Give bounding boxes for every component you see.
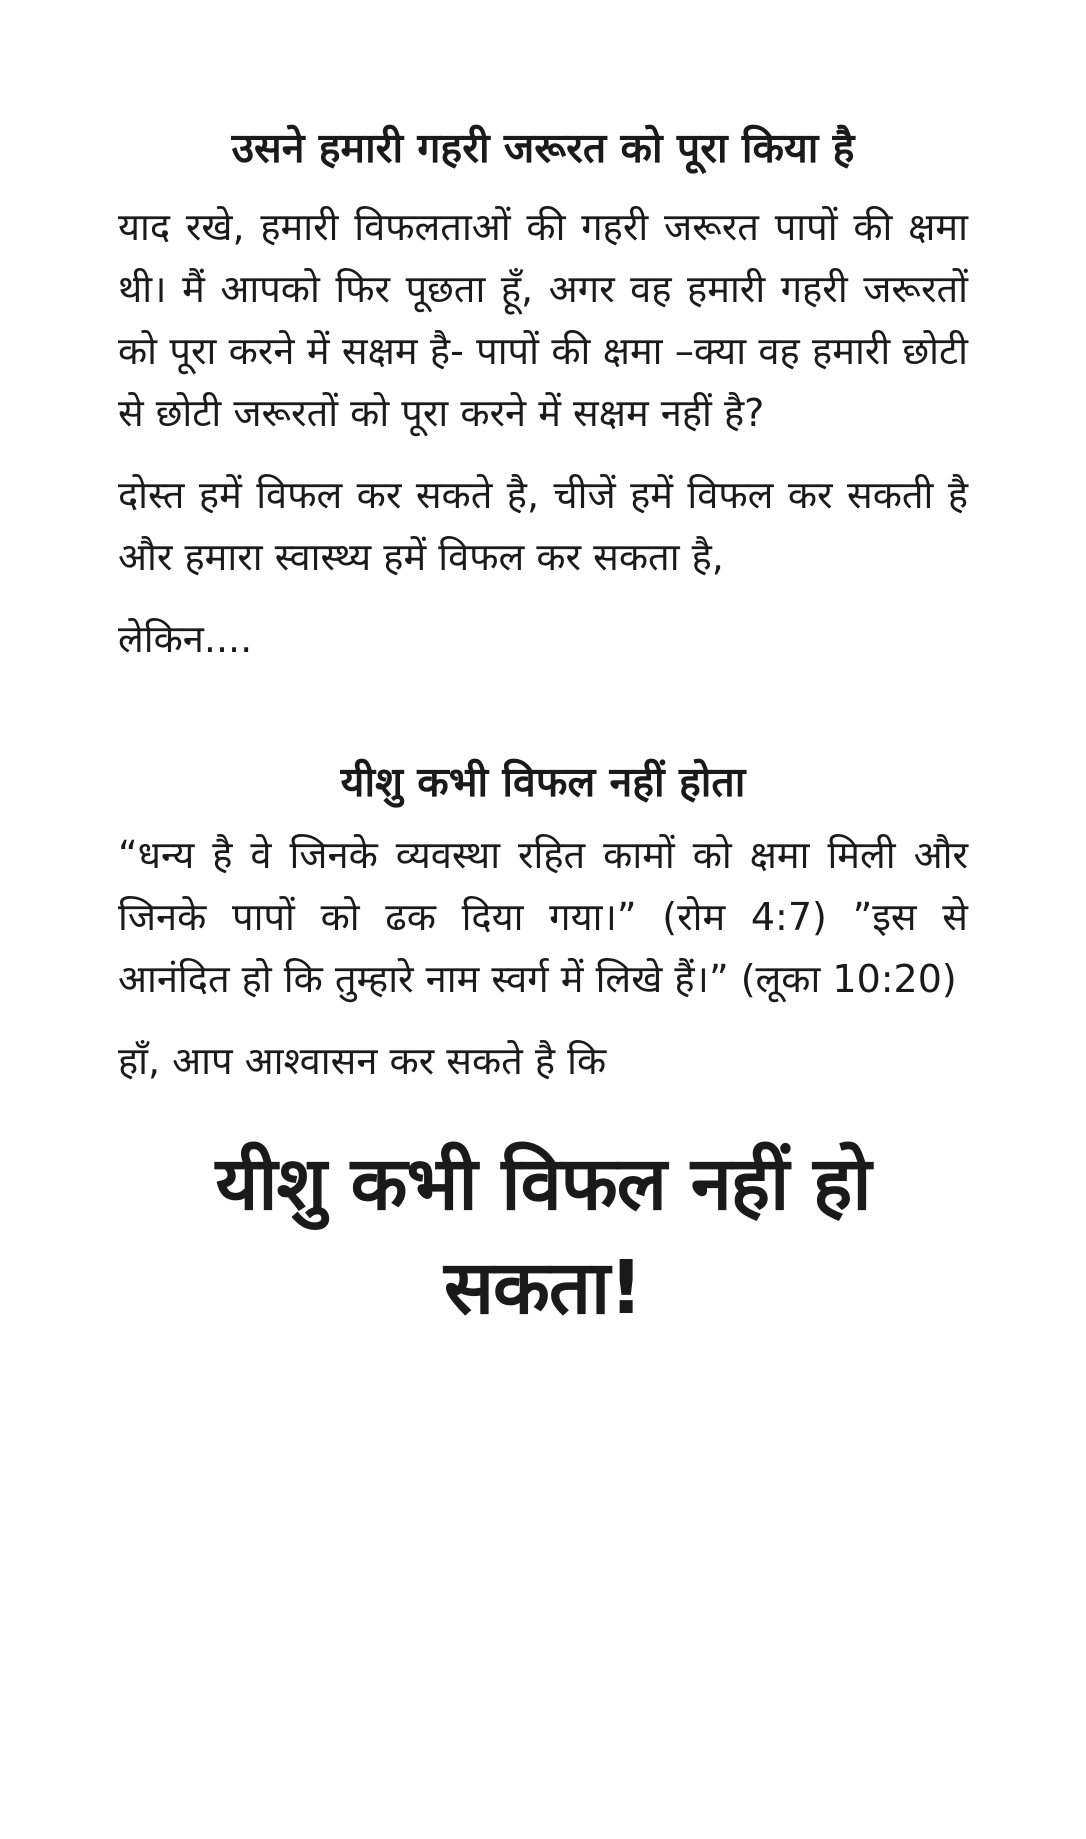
paragraph-but: लेकिन....	[118, 617, 253, 661]
paragraph-friends-fail: दोस्त हमें विफल कर सकते है, चीजें हमें विफल कर सकती है और हमारा स्वास्थ्य हमें विफल कर सकता है,	[118, 473, 968, 579]
paragraph-assurance: हाँ, आप आश्वासन कर सकते है कि	[118, 1039, 607, 1083]
section-heading-need-fulfilled: उसने हमारी गहरी जरूरत को पूरा किया है	[231, 124, 855, 172]
closing-statement: यीशु कभी विफल नहीं हो सकता!	[215, 1141, 871, 1331]
paragraph-forgiveness: याद रखे, हमारी विफलताओं की गहरी जरूरत पापों की क्षमा थी। मैं आपको फिर पूछता हूँ, अगर वह हमारी गहरी जरूरतों को पूरा करने में सक्षम है- पापों की क्षमा –क्या वह हमारी छोटी से छोटी जरूरतों को पूरा करने में सक्षम नहीं है?	[118, 205, 968, 435]
section-heading-jesus-never-fails: यीशु कभी विफल नहीं होता	[340, 758, 746, 806]
page-content	[118, 118, 968, 1340]
paragraph-scripture-quote: “धन्य है वे जिनके व्यवस्था रहित कामों को क्षमा मिली और जिनके पापों को ढक दिया गया।” (रोम 4:7) ”इस से आनंदित हो कि तुम्हारे नाम स्वर्ग में लिखे हैं।” (लूका 10:20)	[118, 833, 968, 1001]
